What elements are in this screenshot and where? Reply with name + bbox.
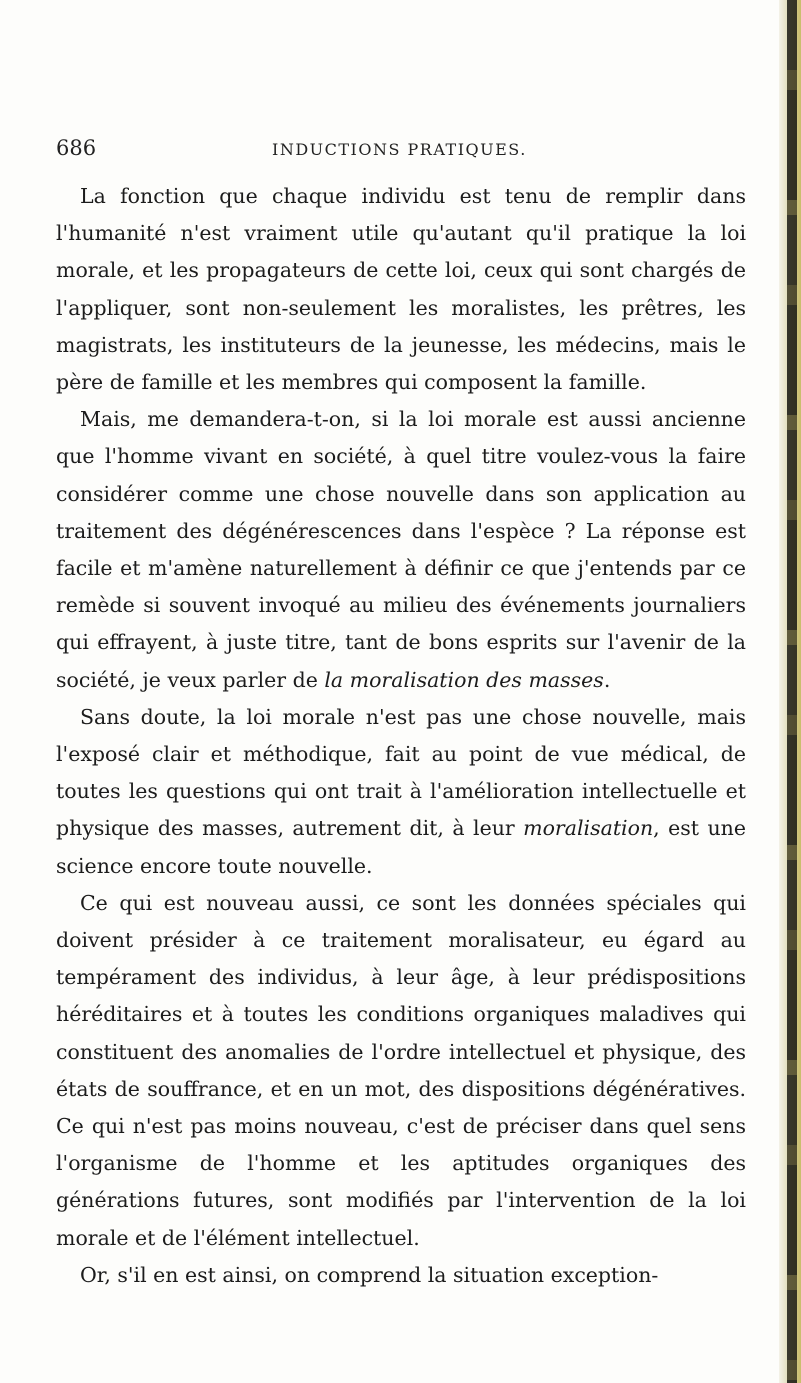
running-head: INDUCTIONS PRATIQUES. xyxy=(272,140,527,159)
text-segment: Sans doute, la loi morale n'est pas une chose nouvelle, mais l'exposé clair et méthodique, fait au point de vue médical, de toutes les questions qui ont trait à l'amélioration intellectuelle et physique des masses, autrement dit, à leur xyxy=(56,704,746,841)
text-segment: Or, s'il en est ainsi, on comprend la situation exception- xyxy=(80,1262,659,1287)
paragraph-1 xyxy=(56,178,746,401)
page-number: 686 xyxy=(56,136,97,160)
page-header xyxy=(56,136,746,166)
text-segment: Ce qui est nouveau aussi, ce sont les données spéciales qui doivent présider à ce traitement moralisateur, eu égard au tempérament des individus, à leur âge, à leur prédispositions héréditaires et à toutes les conditions organiques maladives qui constituent des anomalies de l'ordre intellectuel et physique, des états de souffrance, et en un mot, des dispositions dégénératives. Ce qui n'est pas moins nouveau, c'est de préciser dans quel sens l'organisme de l'homme et les aptitudes organiques des générations futures, sont modifiés par l'intervention de la loi morale et de l'élément intellectuel. xyxy=(56,890,746,1250)
text-segment: La fonction que chaque individu est tenu de remplir dans l'humanité n'est vraiment utile qu'autant qu'il pratique la loi morale, et les propagateurs de cette loi, ceux qui sont chargés de l'appliquer, sont non-seulement les moralistes, les prêtres, les magistrats, les instituteurs de la jeunesse, les médecins, mais le père de famille et les membres qui composent la famille. xyxy=(56,184,746,395)
italic-phrase: moralisation xyxy=(523,816,654,841)
text-segment: . xyxy=(603,667,611,692)
paragraph-4 xyxy=(56,885,746,1257)
paragraph-3 xyxy=(56,699,746,885)
binding-edge xyxy=(787,0,797,1383)
italic-phrase: la moralisation des masses xyxy=(324,667,604,692)
text-segment: , est une science encore toute nouvelle. xyxy=(56,816,746,878)
text-segment: Mais, me demandera-t-on, si la loi morale est aussi ancienne que l'homme vivant en société, à quel titre voulez-vous la faire considérer comme une chose nouvelle dans son application au traitement des dégénérescences dans l'espèce ? La réponse est facile et m'amène naturellement à définir ce que j'entends par ce remède si souvent invoqué au milieu des événements journaliers qui effrayent, à juste titre, tant de bons esprits sur l'avenir de la société, je veux parler de xyxy=(56,407,746,692)
body-text xyxy=(56,178,746,1294)
paragraph-2 xyxy=(56,401,746,699)
paragraph-5 xyxy=(56,1257,746,1294)
